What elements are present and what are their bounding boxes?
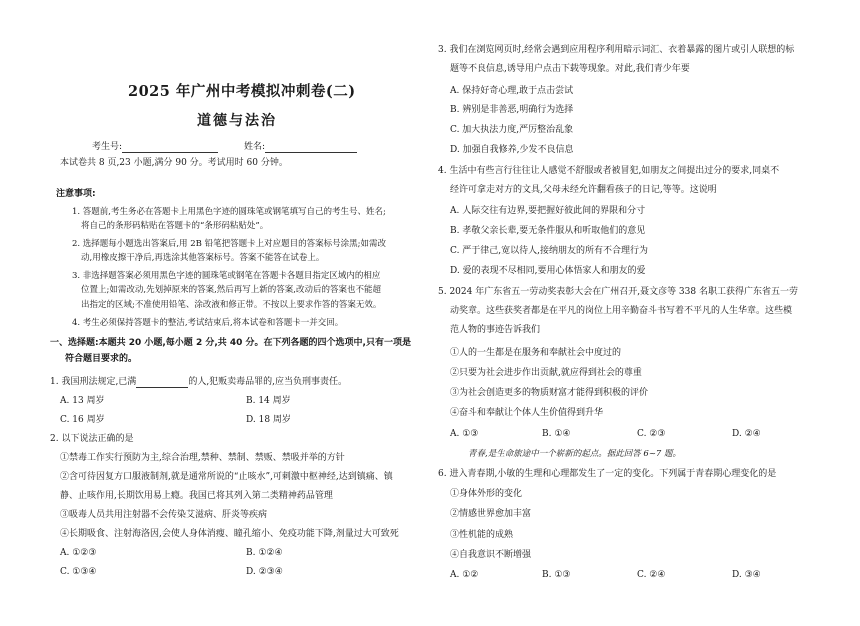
question-1-stem: 1. 我国刑法规定,已满 的人,犯贩卖毒品罪的,应当负刑事责任。 — [50, 377, 348, 387]
question-2-statement: ②含可待因复方口服液制剂,就是通常所说的“止咳水”,可刺激中枢神经,达到镇痛、镇 — [60, 472, 393, 482]
q4-option-a[interactable]: A. 人际交往有边界,要把握好彼此间的界限和分寸 — [450, 206, 646, 216]
note-line: 1. 答题前,考生务必在答题卡上用黑色字迹的圆珠笔或钢笔填写自己的考生号、姓名; — [72, 207, 386, 217]
exam-number-label: 考生号: — [92, 142, 123, 152]
subject-title: 道德与法治 — [197, 113, 277, 129]
q4-option-b[interactable]: B. 孝敬父亲长辈,要无条件服从和听取他们的意见 — [450, 226, 646, 236]
note-line: 2. 选择题每小题选出答案后,用 2B 铅笔把答题卡上对应题目的答案标号涂黑;如需改 — [72, 239, 386, 249]
question-6-statement: ①身体外形的变化 — [450, 489, 523, 499]
question-6-stem: 6. 进入青春期,小敏的生理和心理都发生了一定的变化。下列属于青春期心理变化的是 — [438, 469, 777, 479]
q1-option-c[interactable]: C. 16 周岁 — [60, 415, 105, 425]
question-2-statement: ③吸毒人员共用注射器不会传染艾滋病、肝炎等疾病 — [60, 510, 268, 520]
note-line: 动,用橡皮擦干净后,再选涂其他答案标号。答案不能答在试卷上。 — [81, 253, 325, 263]
section-heading-cont: 符合题目要求的。 — [65, 354, 138, 364]
note-line: 位置上;如需改动,先划掉原来的答案,然后再写上新的答案,改动后的答案也不能超 — [81, 285, 381, 295]
q4-option-d[interactable]: D. 爱的表现不尽相同,要用心体悟家人和朋友的爱 — [450, 266, 646, 276]
question-4-stem-cont: 经许可拿走对方的文具,父母未经允许翻看孩子的日记,等等。这说明 — [450, 185, 717, 195]
q6-option-a[interactable]: A. ①② — [450, 570, 479, 580]
note-line: 4. 考生必须保持答题卡的整洁,考试结束后,将本试卷和答题卡一并交回。 — [72, 318, 344, 328]
q3-option-d[interactable]: D. 加强自我修养,少发不良信息 — [450, 145, 574, 155]
q4-option-c[interactable]: C. 严于律己,宽以待人,接纳朋友的所有不合理行为 — [450, 246, 649, 256]
notes-heading: 注意事项: — [56, 189, 96, 199]
question-2-statement: 静、止咳作用,长期饮用易上瘾。我国已将其列入第二类精神药品管理 — [60, 491, 333, 501]
q5-option-d[interactable]: D. ②④ — [732, 429, 761, 439]
reading-passage: 青春,是生命旅途中一个崭新的起点。据此回答 6~7 题。 — [468, 449, 682, 459]
question-2-statement: ④长期吸食、注射海洛因,会使人身体消瘦、瞳孔缩小、免疫功能下降,剂量过大可致死 — [60, 529, 399, 539]
question-6-statement: ③性机能的成熟 — [450, 530, 514, 540]
q1-option-a[interactable]: A. 13 周岁 — [60, 396, 105, 406]
q5-option-b[interactable]: B. ①④ — [542, 429, 571, 439]
question-5-stem-cont: 动奖章。这些获奖者都是在平凡的岗位上用辛勤奋斗书写着不平凡的人生华章。这些模 — [450, 306, 793, 316]
q2-option-d[interactable]: D. ②③④ — [246, 567, 283, 577]
q5-option-c[interactable]: C. ②③ — [637, 429, 666, 439]
question-5-statement: ③为社会创造更多的物质财富才能得到积极的评价 — [450, 388, 649, 398]
q2-option-b[interactable]: B. ①②④ — [246, 548, 283, 558]
section-heading: 一、选择题:本题共 20 小题,每小题 2 分,共 40 分。在下列各题的四个选项中,只有一项是 — [50, 338, 411, 348]
name-blank[interactable] — [265, 143, 357, 153]
q6-option-b[interactable]: B. ①③ — [542, 570, 571, 580]
exam-number-field[interactable] — [92, 142, 218, 153]
question-5-statement: ④奋斗和奉献让个体人生价值得到升华 — [450, 408, 604, 418]
q5-option-a[interactable]: A. ①③ — [450, 429, 479, 439]
q3-option-b[interactable]: B. 辨别是非善恶,明确行为选择 — [450, 105, 574, 115]
question-6-statement: ②情感世界愈加丰富 — [450, 509, 532, 519]
q2-option-a[interactable]: A. ①②③ — [60, 548, 97, 558]
question-5-statement: ②只要为社会进步作出贡献,就应得到社会的尊重 — [450, 368, 642, 378]
question-4-stem: 4. 生活中有些言行往往让人感觉不舒服或者被冒犯,如朋友之间提出过分的要求,同桌不 — [438, 166, 780, 176]
question-3-stem: 3. 我们在浏览网页时,经常会遇到应用程序利用暗示词汇、衣着暴露的图片或引人联想的标 — [438, 45, 795, 55]
exam-title: 2025 年广州中考模拟冲刺卷(二) — [128, 83, 356, 100]
question-3-stem-cont: 题等不良信息,诱导用户点击下载等现象。对此,我们青少年要 — [450, 64, 690, 74]
q3-option-c[interactable]: C. 加大执法力度,严厉整治乱象 — [450, 125, 574, 135]
name-label: 姓名: — [244, 142, 266, 152]
q3-option-a[interactable]: A. 保持好奇心理,敢于点击尝试 — [450, 86, 574, 96]
question-1-blank — [136, 378, 188, 388]
exam-intro: 本试卷共 8 页,23 小题,满分 90 分。考试用时 60 分钟。 — [60, 158, 288, 168]
note-line: 出指定的区域;不准使用铅笔、涂改液和修正带。不按以上要求作答的答案无效。 — [81, 300, 382, 310]
question-5-statement: ①人的一生都是在服务和奉献社会中度过的 — [450, 348, 622, 358]
q6-option-c[interactable]: C. ②④ — [637, 570, 666, 580]
q2-option-c[interactable]: C. ①③④ — [60, 567, 97, 577]
note-line: 3. 非选择题答案必须用黑色字迹的圆珠笔或钢笔在答题卡各题目指定区域内的相应 — [72, 271, 381, 281]
q1-option-d[interactable]: D. 18 周岁 — [246, 415, 291, 425]
question-5-stem-cont: 范人物的事迹告诉我们 — [450, 325, 541, 335]
question-2-statement: ①禁毒工作实行预防为主,综合治理,禁种、禁制、禁贩、禁吸并举的方针 — [60, 453, 345, 463]
question-5-stem: 5. 2024 年广东省五一劳动奖表彰大会在广州召开,聂文彦等 338 名职工获得广东省五一劳 — [438, 287, 798, 297]
question-6-statement: ④自我意识不断增强 — [450, 550, 532, 560]
q6-option-d[interactable]: D. ③④ — [732, 570, 761, 580]
q1-option-b[interactable]: B. 14 周岁 — [246, 396, 291, 406]
question-2-stem: 2. 以下说法正确的是 — [50, 434, 134, 444]
note-line: 将自己的条形码粘贴在答题卡的“条形码粘贴处”。 — [81, 221, 269, 231]
name-field[interactable] — [244, 142, 357, 153]
exam-number-blank[interactable] — [122, 143, 218, 153]
